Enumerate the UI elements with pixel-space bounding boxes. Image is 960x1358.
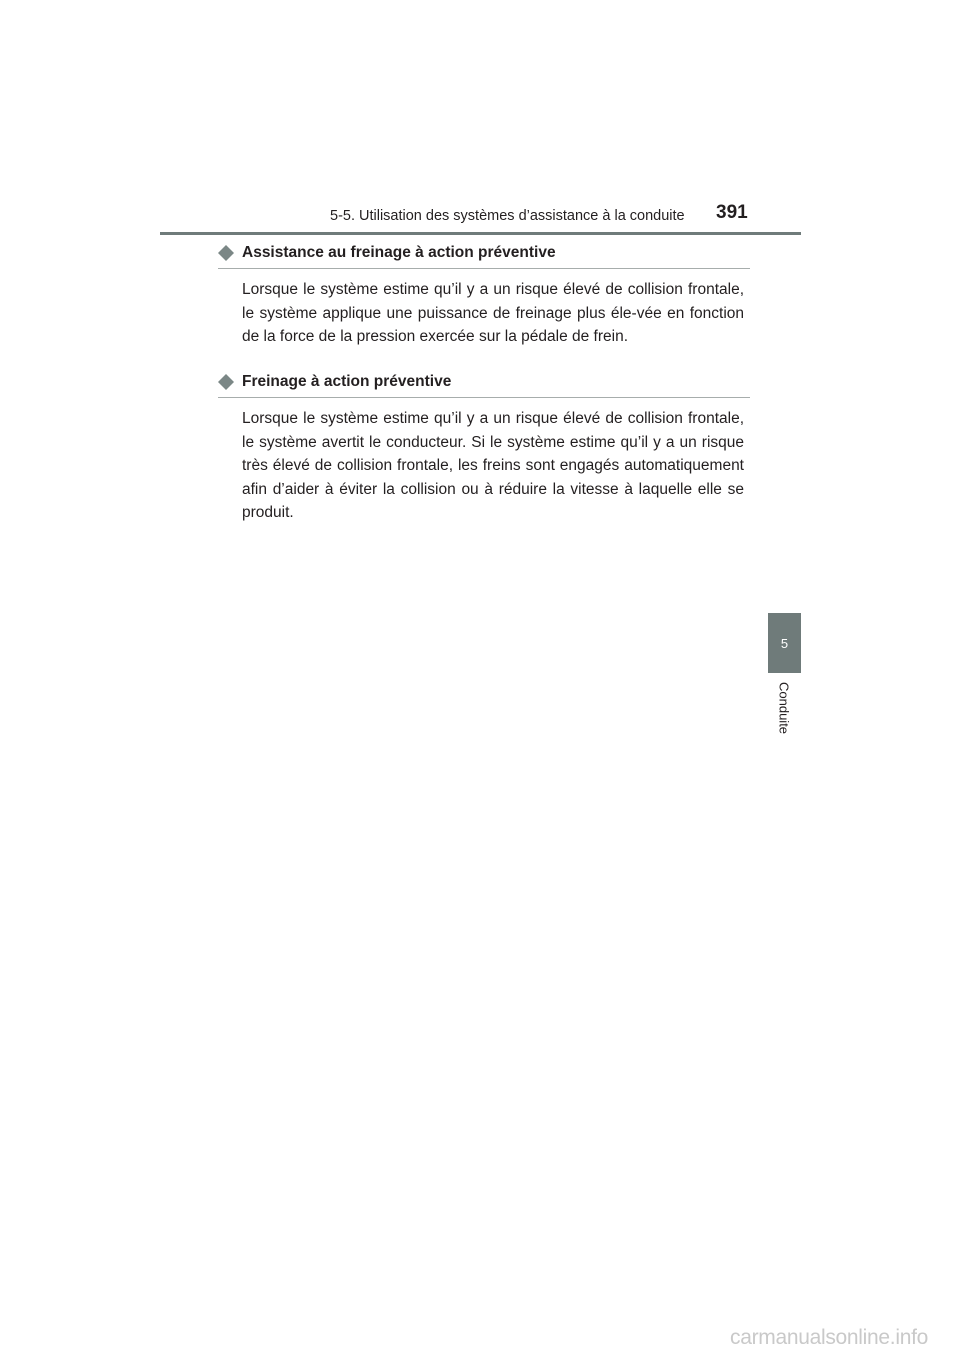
chapter-number: 5 <box>780 635 789 651</box>
diamond-bullet-icon <box>218 243 234 263</box>
page-number: 391 <box>716 202 748 223</box>
section-body: Lorsque le système estime qu’il y a un risque élevé de collision frontale, le système applique une puissance de freinage plus éle-vée en fonction de la force de la pression exercée sur la pédale de frein. <box>242 281 744 345</box>
section-heading-text: Assistance au freinage à action préventive <box>242 244 556 261</box>
chapter-tab <box>768 613 801 673</box>
section-assistance-freinage <box>218 240 750 349</box>
section-freinage-preventif <box>218 369 750 525</box>
running-header-title: 5-5. Utilisation des systèmes d’assistance à la conduite <box>330 208 685 224</box>
chapter-label: Conduite <box>776 682 792 735</box>
section-heading <box>218 369 750 398</box>
header-divider <box>160 232 801 235</box>
section-heading-text: Freinage à action préventive <box>242 373 452 390</box>
section-heading <box>218 240 750 269</box>
watermark: carmanualsonline.info <box>730 1326 928 1349</box>
diamond-bullet-icon <box>218 372 234 392</box>
section-body: Lorsque le système estime qu’il y a un risque élevé de collision frontale, le système avertit le conducteur. Si le système estime qu’il y a un risque très élevé de collision frontale, les freins sont engagés automatiquement afin d’aider à éviter la collision ou à réduire la vitesse à laquelle elle se produit. <box>242 410 744 521</box>
